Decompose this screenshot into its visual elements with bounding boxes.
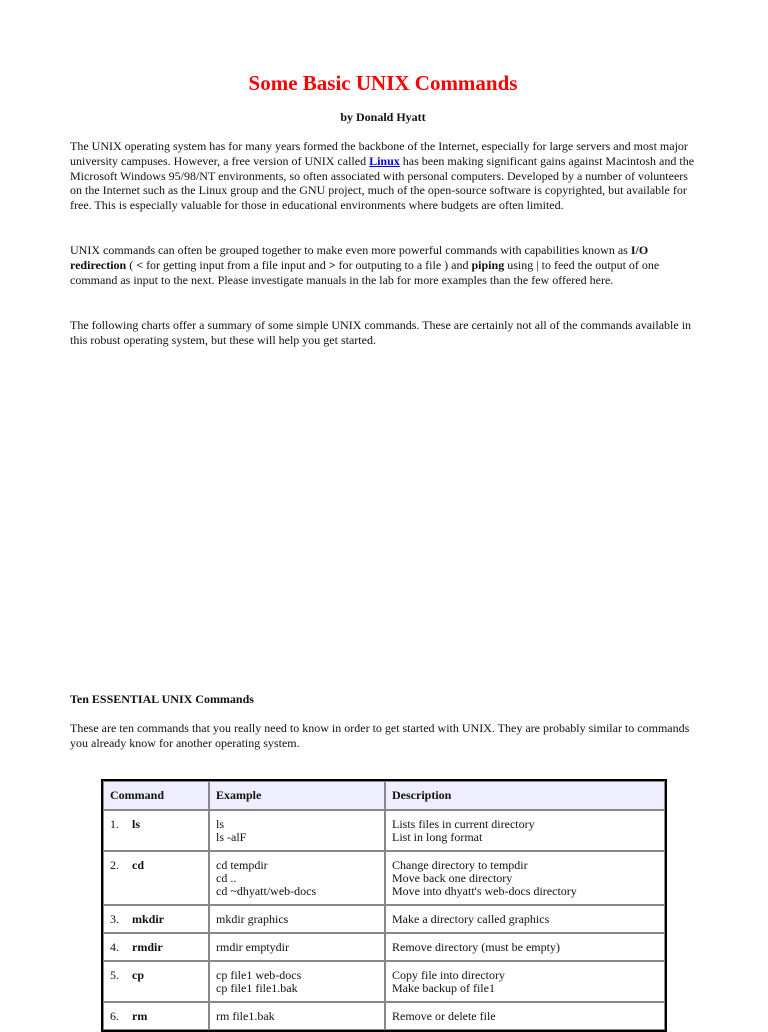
redirection-paragraph <box>70 243 696 287</box>
command-name: mkdir <box>132 912 165 926</box>
piping-term: piping <box>471 257 505 272</box>
redirection-text-4: for outputing to a file ) and <box>335 257 472 272</box>
commands-table <box>101 779 667 1032</box>
command-name: cd <box>132 858 144 872</box>
table-row <box>103 933 665 961</box>
description-cell <box>385 851 665 905</box>
example-line: cp file1 file1.bak <box>216 981 298 995</box>
description-cell <box>385 810 665 851</box>
example-line: cd ~dhyatt/web-docs <box>216 884 317 898</box>
header-example: Example <box>209 781 385 810</box>
example-line: cd tempdir <box>216 858 268 872</box>
command-cell <box>103 905 209 933</box>
command-cell <box>103 1002 209 1030</box>
table-row <box>103 1002 665 1030</box>
example-line: mkdir graphics <box>216 912 289 926</box>
section-heading: Ten ESSENTIAL UNIX Commands <box>70 692 254 706</box>
example-line: rmdir emptydir <box>216 940 289 954</box>
row-number: 6. <box>110 1009 119 1023</box>
redirection-text-3: for getting input from a file input and <box>143 257 329 272</box>
command-name: cp <box>132 968 144 982</box>
command-cell <box>103 933 209 961</box>
example-line: cd .. <box>216 871 237 885</box>
description-line: Change directory to tempdir <box>392 858 528 872</box>
command-cell <box>103 810 209 851</box>
description-cell <box>385 1002 665 1030</box>
description-line: Make a directory called graphics <box>392 912 550 926</box>
table-row <box>103 851 665 905</box>
author-byline: by Donald Hyatt <box>340 110 426 124</box>
description-line: Copy file into directory <box>392 968 505 982</box>
example-cell <box>209 851 385 905</box>
row-number: 2. <box>110 858 119 872</box>
command-cell <box>103 961 209 1002</box>
charts-intro-paragraph: The following charts offer a summary of some simple UNIX commands. These are certainly not all of the commands available in this robust operating system, but these will help you get started. <box>70 318 692 347</box>
redirection-text-2: ( <box>126 257 137 272</box>
description-line: Remove directory (must be empty) <box>392 940 560 954</box>
example-cell <box>209 810 385 851</box>
description-cell <box>385 905 665 933</box>
intro-text-after-link: has been making significant gains against Macintosh and the Microsoft Windows 95/98/NT environments, so often associated with personal computers. Developed by a number of volunteers on the Internet such as the Linux group and the GNU project, much of the open-source software is copyrighted, but available for free. This is especially valuable for those in educational environments where budgets are often limited. <box>70 153 695 213</box>
intro-text-before-link: The UNIX operating system has for many years formed the backbone of the Internet, especially for large servers and most major university campuses. However, a free version of UNIX called <box>70 139 688 168</box>
intro-paragraph <box>70 139 696 213</box>
row-number: 5. <box>110 968 119 982</box>
command-name: ls <box>132 817 141 831</box>
example-line: ls -alF <box>216 830 247 844</box>
example-cell <box>209 905 385 933</box>
io-redirection-term: I/O redirection <box>70 243 649 272</box>
input-redirect-symbol: < <box>136 257 144 272</box>
description-line: Make backup of file1 <box>392 981 495 995</box>
description-line: Move into dhyatt's web-docs directory <box>392 884 577 898</box>
table-row <box>103 961 665 1002</box>
table-header-row <box>103 781 665 810</box>
table-row <box>103 905 665 933</box>
section-intro-paragraph: These are ten commands that you really need to know in order to get started with UNIX. They are probably similar to commands you already know for another operating system. <box>70 721 690 750</box>
row-number: 3. <box>110 912 119 926</box>
command-cell <box>103 851 209 905</box>
row-number: 4. <box>110 940 119 954</box>
command-name: rm <box>132 1009 148 1023</box>
example-cell <box>209 961 385 1002</box>
table-row <box>103 810 665 851</box>
example-cell <box>209 933 385 961</box>
description-line: Remove or delete file <box>392 1009 496 1023</box>
example-cell <box>209 1002 385 1030</box>
output-redirect-symbol: > <box>328 257 336 272</box>
command-name: rmdir <box>132 940 163 954</box>
page-title: Some Basic UNIX Commands <box>248 71 518 95</box>
row-number: 1. <box>110 817 119 831</box>
description-cell <box>385 933 665 961</box>
description-cell <box>385 961 665 1002</box>
linux-link[interactable]: Linux <box>369 153 400 168</box>
description-line: List in long format <box>392 830 483 844</box>
description-line: Move back one directory <box>392 871 513 885</box>
header-description: Description <box>385 781 665 810</box>
redirection-text-1: UNIX commands can often be grouped together to make even more powerful commands with capabilities known as <box>70 243 631 257</box>
redirection-text-5: using | to feed the output of one command as input to the next. Please investigate manuals in the lab for more examples than the few offered here. <box>70 257 660 287</box>
description-line: Lists files in current directory <box>392 817 535 831</box>
header-command: Command <box>103 781 209 810</box>
example-line: cp file1 web-docs <box>216 968 302 982</box>
example-line: ls <box>216 817 225 831</box>
example-line: rm file1.bak <box>216 1009 275 1023</box>
